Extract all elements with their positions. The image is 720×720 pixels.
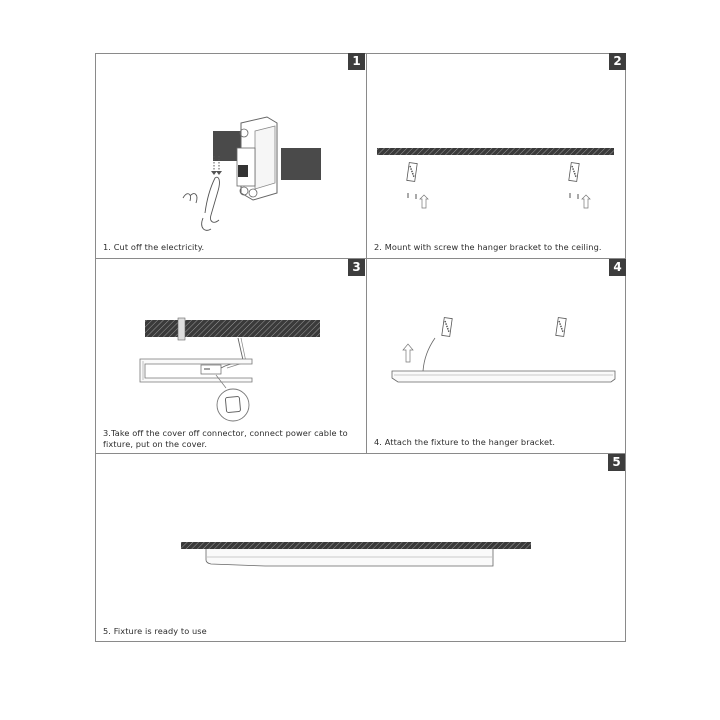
step-caption: 5. Fixture is ready to use — [103, 626, 207, 636]
attach-fixture-illustration — [366, 258, 626, 453]
step-panel-2 — [366, 53, 626, 258]
step-caption: 1. Cut off the electricity. — [103, 242, 205, 252]
step-number-badge: 5 — [608, 454, 625, 471]
step-caption: 3.Take off the cover off connector, connect power cable to fixture, put on the cover. — [103, 428, 348, 449]
step-caption: 2. Mount with screw the hanger bracket to the ceiling. — [374, 242, 602, 252]
step-number-badge: 1 — [348, 53, 365, 70]
ceiling-bracket-illustration — [366, 53, 626, 258]
step-number-badge: 2 — [609, 53, 626, 70]
step-panel-5 — [95, 453, 626, 642]
step-number-badge: 4 — [609, 259, 626, 276]
mounted-fixture-illustration — [95, 453, 626, 642]
fixture-wiring-illustration — [95, 258, 366, 453]
circuit-breaker-illustration — [95, 53, 366, 258]
step-panel-3 — [95, 258, 366, 453]
step-caption: 4. Attach the fixture to the hanger bracket. — [374, 437, 556, 447]
step-panel-1 — [95, 53, 366, 258]
step-panel-4 — [366, 258, 626, 453]
step-number-badge: 3 — [348, 259, 365, 276]
